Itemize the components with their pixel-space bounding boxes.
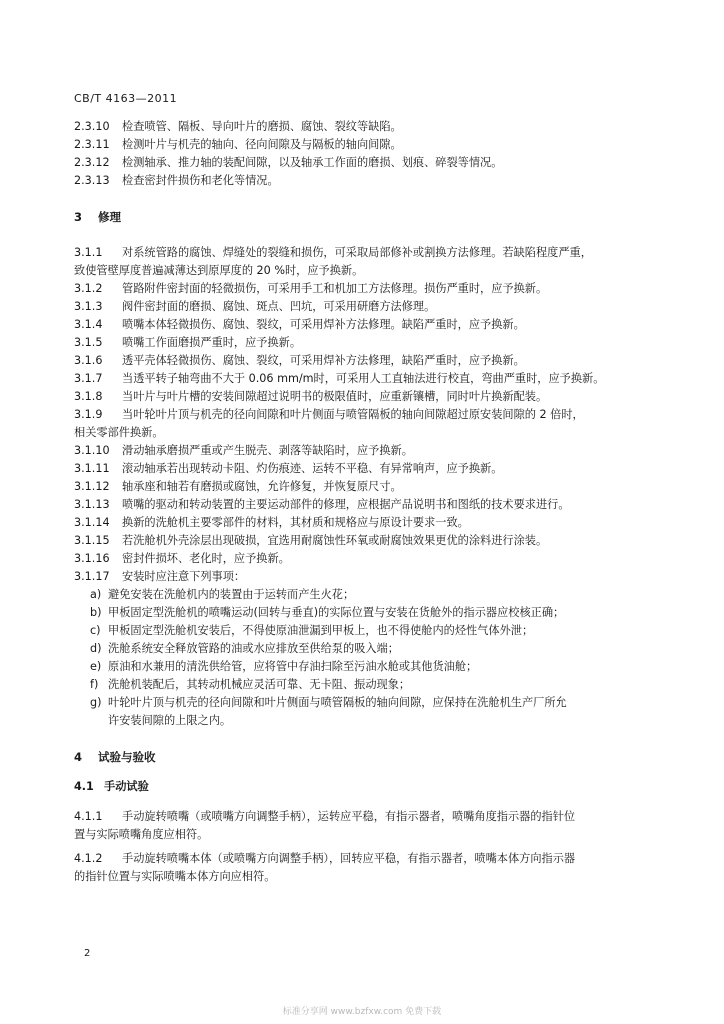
clause-3-1-1 [74, 244, 666, 280]
clause-number: 4.1.2 [74, 852, 103, 865]
clause-number: 3.1.11 [74, 462, 110, 475]
clause-number: 2.3.12 [74, 156, 110, 169]
clause-text: 安装时应注意下列事项： [122, 570, 246, 583]
clause-2-3-10 [74, 118, 666, 136]
document-body [74, 118, 666, 886]
clause-3-1-13 [74, 496, 666, 514]
clause-3-1-10 [74, 442, 666, 460]
list-3-1 [74, 244, 666, 586]
list-label: e) [90, 660, 102, 673]
clause-number: 3.1.12 [74, 480, 110, 493]
list-text: 甲板固定型洗舱机安装后，不得使原油泄漏到甲板上，也不得使舱内的烃性气体外泄； [108, 624, 534, 637]
clause-3-1-2 [74, 280, 666, 298]
clause-text: 管路附件密封面的轻微损伤，可采用手工和机加工方法修理。损伤严重时，应予换新。 [122, 282, 548, 295]
standard-code: CB/T 4163—2011 [74, 92, 178, 105]
clause-number: 3.1.9 [74, 408, 103, 421]
clause-2-3-13 [74, 172, 666, 190]
clause-3-1-9 [74, 406, 666, 442]
clause-number: 3.1.17 [74, 570, 110, 583]
list-item-b [74, 604, 666, 622]
list-item-e [74, 658, 666, 676]
clause-number: 3.1.4 [74, 318, 103, 331]
subsection-title: 手动试验 [104, 780, 149, 793]
list-4-1 [74, 808, 666, 886]
list-item-c [74, 622, 666, 640]
section-3-heading [74, 208, 666, 226]
clause-2-3-12 [74, 154, 666, 172]
clause-text: 手动旋转喷嘴（或喷嘴方向调整手柄），运转应平稳，有指示器者，喷嘴角度指示器的指针位 [122, 810, 576, 823]
clause-text: 换新的洗舱机主要零部件的材料，其材质和规格应与原设计要求一致。 [122, 516, 469, 529]
section-number: 4 [74, 750, 83, 764]
watermark-footer: 标准分享网 www.bzfxw.com 免费下载 [282, 1007, 442, 1017]
clause-continuation: 置与实际喷嘴角度应相符。 [74, 828, 209, 841]
clause-3-1-5 [74, 334, 666, 352]
clause-text: 透平壳体轻微损伤、腐蚀、裂纹，可采用焊补方法修理，缺陷严重时，应予换新。 [122, 354, 525, 367]
clause-text: 当透平转子轴弯曲不大于 0.06 mm/m时，可采用人工直轴法进行校直，弯曲严重时，应予换新。 [122, 372, 605, 385]
clause-text: 喷嘴工作面磨损严重时，应予换新。 [122, 336, 302, 349]
clause-text: 检查密封件损伤和老化等情况。 [122, 174, 279, 187]
clause-continuation: 的指针位置与实际喷嘴本体方向应相符。 [74, 870, 276, 883]
list-label: f) [90, 678, 99, 691]
clause-number: 2.3.11 [74, 138, 110, 151]
clause-number: 3.1.10 [74, 444, 110, 457]
clause-3-1-8 [74, 388, 666, 406]
clause-continuation: 相关零部件换新。 [74, 426, 164, 439]
section-title: 修理 [98, 210, 121, 224]
list-item-f [74, 676, 666, 694]
clause-number: 3.1.3 [74, 300, 103, 313]
section-4-heading [74, 748, 666, 766]
subsection-number: 4.1 [74, 780, 94, 793]
list-text: 避免安装在洗舱机内的装置由于运转而产生火花； [108, 588, 355, 601]
clause-text: 喷嘴本体轻微损伤、腐蚀、裂纹，可采用焊补方法修理。缺陷严重时，应予换新。 [122, 318, 525, 331]
clause-text: 对系统管路的腐蚀、焊缝处的裂缝和损伤，可采取局部修补或割换方法修理。若缺陷程度严重， [122, 246, 592, 259]
clause-number: 3.1.5 [74, 336, 103, 349]
clause-3-1-14 [74, 514, 666, 532]
list-2-3 [74, 118, 666, 190]
list-text: 原油和水兼用的清洗供给管，应将管中存油扫除至污油水舱或其他货油舱； [108, 660, 478, 673]
clause-text: 检测轴承、推力轴的装配间隙，以及轴承工作面的磨损、划痕、碎裂等情况。 [122, 156, 503, 169]
clause-number: 3.1.14 [74, 516, 110, 529]
clause-3-1-17 [74, 568, 666, 586]
clause-4-1-1 [74, 808, 666, 844]
clause-number: 3.1.2 [74, 282, 103, 295]
list-label: g) [90, 696, 102, 709]
clause-number: 2.3.13 [74, 174, 110, 187]
page-number: 2 [84, 948, 91, 959]
list-label: c) [90, 624, 101, 637]
list-text-continuation: 许安装间隙的上限之内。 [108, 714, 232, 727]
section-title: 试验与验收 [98, 750, 156, 764]
clause-number: 4.1.1 [74, 810, 103, 823]
clause-3-1-11 [74, 460, 666, 478]
section-number: 3 [74, 210, 83, 224]
list-item-g [74, 694, 666, 730]
clause-text: 检测叶片与机壳的轴向、径向间隙及与隔板的轴向间隙。 [122, 138, 402, 151]
clause-number: 3.1.16 [74, 552, 110, 565]
clause-text: 轴承座和轴若有磨损或腐蚀，允许修复，并恢复原尺寸。 [122, 480, 402, 493]
clause-continuation: 致使管壁厚度普遍减薄达到原厚度的 20 %时，应予换新。 [74, 264, 364, 277]
list-item-d [74, 640, 666, 658]
clause-text: 滚动轴承若出现转动卡阻、灼伤痕迹、运转不平稳、有异常响声，应予换新。 [122, 462, 503, 475]
clause-text: 当叶轮叶片顶与机壳的径向间隙和叶片侧面与喷管隔板的轴向间隙超过原安装间隙的 2 倍时， [122, 408, 584, 421]
clause-3-1-3 [74, 298, 666, 316]
clause-number: 2.3.10 [74, 120, 110, 133]
subsection-4-1-heading [74, 778, 666, 796]
list-text: 叶轮叶片顶与机壳的径向间隙和叶片侧面与喷管隔板的轴向间隙，应保持在洗舱机生产厂所允 [108, 696, 567, 709]
list-item-a [74, 586, 666, 604]
clause-text: 若洗舱机外壳涂层出现破损，宜选用耐腐蚀性环氧或耐腐蚀效果更优的涂料进行涂装。 [122, 534, 548, 547]
clause-3-1-15 [74, 532, 666, 550]
clause-text: 检查喷管、隔板、导向叶片的磨损、腐蚀、裂纹等缺陷。 [122, 120, 402, 133]
clause-number: 3.1.1 [74, 246, 103, 259]
list-text: 洗舱系统安全释放管路的油或水应排放至供给泵的吸入端； [108, 642, 399, 655]
clause-3-1-6 [74, 352, 666, 370]
clause-3-1-4 [74, 316, 666, 334]
clause-text: 手动旋转喷嘴本体（或喷嘴方向调整手柄），回转应平稳，有指示器者，喷嘴本体方向指示器 [122, 852, 576, 865]
clause-text: 滑动轴承磨损严重或产生脱壳、剥落等缺陷时，应予换新。 [122, 444, 413, 457]
clause-number: 3.1.15 [74, 534, 110, 547]
clause-number: 3.1.7 [74, 372, 103, 385]
clause-number: 3.1.8 [74, 390, 103, 403]
list-label: d) [90, 642, 102, 655]
list-3-1-17 [74, 586, 666, 730]
clause-text: 密封件损坏、老化时，应予换新。 [122, 552, 290, 565]
clause-number: 3.1.6 [74, 354, 103, 367]
list-label: a) [90, 588, 102, 601]
clause-3-1-12 [74, 478, 666, 496]
list-label: b) [90, 606, 102, 619]
clause-4-1-2 [74, 850, 666, 886]
list-text: 洗舱机装配后，其转动机械应灵活可靠、无卡阻、振动现象； [108, 678, 411, 691]
clause-2-3-11 [74, 136, 666, 154]
clause-3-1-7 [74, 370, 666, 388]
clause-3-1-16 [74, 550, 666, 568]
clause-text: 当叶片与叶片槽的安装间隙超过说明书的极限值时，应重新镶槽，同时叶片换新配装。 [122, 390, 548, 403]
list-text: 甲板固定型洗舱机的喷嘴运动(回转与垂直)的实际位置与安装在货舱外的指示器应校核正确； [108, 606, 565, 619]
clause-text: 阀件密封面的磨损、腐蚀、斑点、凹坑，可采用研磨方法修理。 [122, 300, 436, 313]
clause-number: 3.1.13 [74, 498, 110, 511]
clause-text: 喷嘴的驱动和转动装置的主要运动部件的修理，应根据产品说明书和图纸的技术要求进行。 [122, 498, 570, 511]
